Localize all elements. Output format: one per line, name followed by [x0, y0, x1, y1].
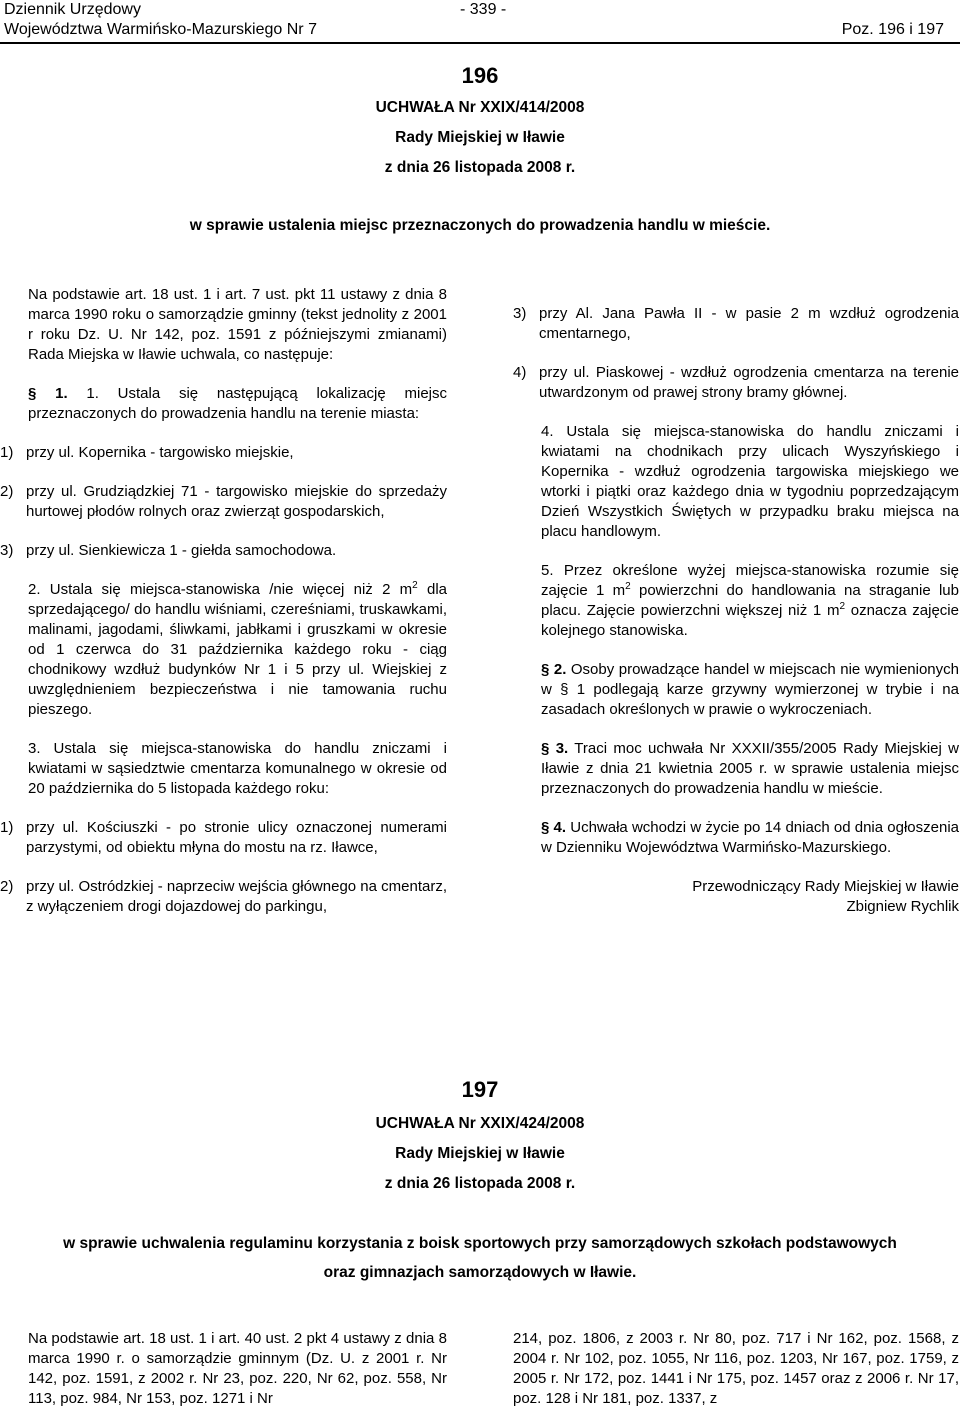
- doc196-council: Rady Miejskiej w Iławie: [395, 129, 565, 146]
- journal-name: Dziennik Urzędowy: [4, 1, 141, 18]
- doc197-title: UCHWAŁA Nr XXIX/424/2008: [375, 1115, 585, 1132]
- list-item: 3) przy ul. Sienkiewicza 1 - giełda samochodowa.: [0, 542, 337, 559]
- doc196-basis: Na podstawie art. 18 ust. 1 i art. 7 ust. pkt 11 ustawy z dnia 8 marca 1990 roku o samorządzie gminny (tekst jednolity z 2001 r roku Dz. U. Nr 142, poz. 1591 z późniejszymi zmianami) Rada Miejska w Iławie uchwala, co następuje:: [28, 286, 447, 363]
- doc196-right-column: [513, 304, 959, 917]
- list-item: 2) przy ul. Grudziądzkiej 71 - targowisko miejskie do sprzedaży hurtowej płodów rolnych oraz zwierząt gospodarskich,: [0, 483, 447, 520]
- doc196-par1-2: 2. Ustala się miejsca-stanowiska /nie więcej niż 2 $m^2$ dla sprzedającego/ do handlu wiśniami, czereśniami, truskawkami, malinami, jagodami, śliwkami, jabłkami i gruszkami w okresie od 1 czerwca do 31 października każdego roku - ciąg chodnikowy wzdłuż budynków Nr 1 i 5 przy ul. Wiejskiej z uwzględnieniem bezpieczeństwa i nie tamowania ruchu pieszego.: [28, 580, 447, 718]
- doc196-date: z dnia 26 listopada 2008 r.: [384, 159, 576, 176]
- signature-name: Zbigniew Rychlik: [846, 898, 959, 915]
- voivodeship-name: Województwa Warmińsko-Mazurskiego Nr 7: [4, 21, 317, 38]
- doc197-right-column: [513, 1329, 959, 1409]
- doc197-date: z dnia 26 listopada 2008 r.: [384, 1175, 576, 1192]
- list-item: 1) przy ul. Kościuszki - po stronie ulicy oznaczonej numerami parzystymi, od obiektu młyna do mostu na rz. Iławce,: [0, 819, 447, 856]
- doc196-subject: w sprawie ustalenia miejsc przeznaczonych do prowadzenia handlu w mieście.: [189, 217, 771, 234]
- page-number: - 339 -: [460, 1, 507, 18]
- page-header: [0, 0, 960, 44]
- doc197-subject-line2: oraz gimnazjach samorządowych w Iławie.: [323, 1264, 637, 1281]
- positions-label: Poz. 196 i 197: [841, 21, 944, 38]
- doc196-par1-5: 5. Przez określone wyżej miejsca-stanowiska rozumie się zajęcie 1 $m^2$ powierzchni do handlowania na straganie lub placu. Zajęcie powierzchni większej niż 1 $m^2$ oznacza zajęcie kolejnego stanowiska.: [541, 562, 959, 639]
- doc197-number: 197: [461, 1077, 499, 1102]
- doc197-subject-line1: w sprawie uchwalenia regulaminu korzystania z boisk sportowych przy samorządowych szkołach podstawowych: [63, 1235, 897, 1252]
- doc196-par4: § 4. Uchwała wchodzi w życie po 14 dniach od dnia ogłoszenia w Dzienniku Województwa Warmińsko-Mazurskiego.: [541, 819, 959, 856]
- list-item: 4) przy ul. Piaskowej - wzdłuż ogrodzenia cmentarza na terenie utwardzonym od prawej strony bramy głównej.: [513, 364, 959, 401]
- doc196-par2: § 2. Osoby prowadzące handel w miejscach nie wymienionych w § 1 podlegają karze grzywny wymierzonej w trybie i na zasadach określonych w prawie o wykroczeniach.: [541, 661, 959, 718]
- list-item: 3) przy Al. Jana Pawła II - w pasie 2 m wzdłuż ogrodzenia cmentarnego,: [513, 305, 959, 342]
- list-item: 2) przy ul. Ostródzkiej - naprzeciw wejścia głównego na cmentarz, z wyłączeniem drogi dojazdowej do parkingu,: [0, 878, 448, 915]
- header-rule: [0, 42, 960, 44]
- signature-role: Przewodniczący Rady Miejskiej w Iławie: [692, 878, 959, 895]
- doc197-basis-right: 214, poz. 1806, z 2003 r. Nr 80, poz. 717 i Nr 162, poz. 1568, z 2004 r. Nr 102, poz. 1055, Nr 116, poz. 1203, Nr 167, poz. 1759, z 2005 r. Nr 172, poz. 1441 i Nr 175, poz. 1457 oraz z 2006 r. Nr 17, poz. 128 i Nr 181, poz. 1337, z: [513, 1330, 959, 1407]
- doc196-left-column: [0, 285, 447, 917]
- doc196-par1-3: 3. Ustala się miejsca-stanowiska do handlu zniczami i kwiatami w sąsiedztwie cmentarza komunalnego w okresie od 20 października do 5 listopada każdego roku:: [28, 740, 447, 797]
- list-item: 1) przy ul. Kopernika - targowisko miejskie,: [0, 444, 294, 461]
- doc196-par1-1: § 1. 1. Ustala się następującą lokalizację miejsc przeznaczonych do prowadzenia handlu na terenie miasta:: [28, 385, 447, 422]
- doc197-council: Rady Miejskiej w Iławie: [395, 1145, 565, 1162]
- doc197-basis-left: Na podstawie art. 18 ust. 1 i art. 40 ust. 2 pkt 4 ustawy z dnia 8 marca 1990 r. o samorządzie gminnym (Dz. U. z 2001 r. Nr 142, poz. 1591, z 2002 r. Nr 23, poz. 220, Nr 62, poz. 558, Nr 113, poz. 984, Nr 153, poz. 1271 i Nr: [28, 1330, 447, 1407]
- doc196-title: UCHWAŁA Nr XXIX/414/2008: [375, 99, 585, 116]
- doc196-par1-4: 4. Ustala się miejsca-stanowiska do handlu zniczami i kwiatami na chodnikach przy ulicach Wyszyńskiego i Kopernika - wzdłuż ogrodzenia targowiska miejskiego we wtorki i piątki oraz każdego dnia w tygodniu poprzedzającym Dzień Wszystkich Świętych w przypadku braku miejsca na placu handlowym.: [541, 423, 959, 540]
- doc197-left-column: [0, 1329, 447, 1409]
- doc196-number: 196: [461, 63, 499, 88]
- doc196-par3: § 3. Traci moc uchwała Nr XXXII/355/2005 Rady Miejskiej w Iławie z dnia 21 kwietnia 2005 r. w sprawie ustalenia miejsc przeznaczonych do prowadzenia handlu w mieście.: [541, 740, 960, 797]
